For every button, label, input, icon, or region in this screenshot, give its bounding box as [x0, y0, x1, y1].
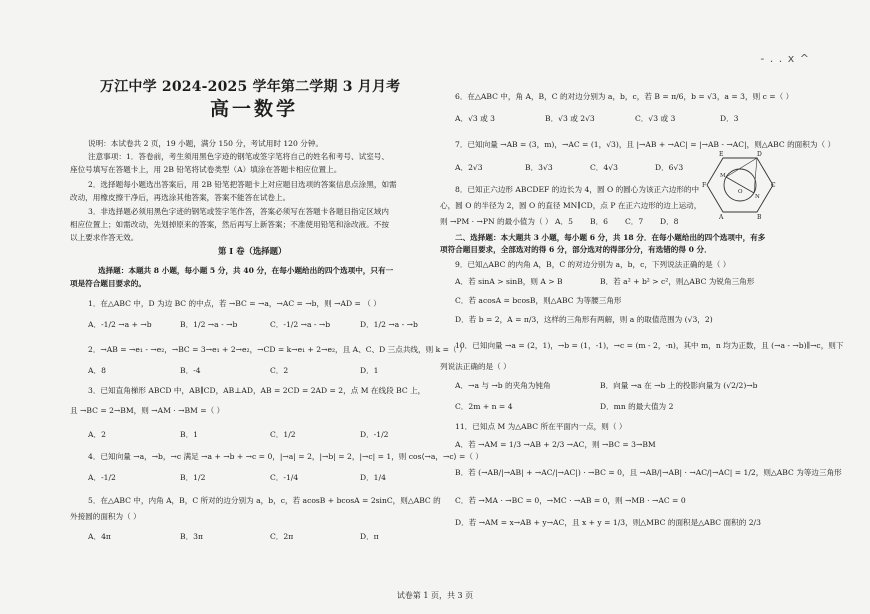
- question-stem: 1．在△ABC 中，D 为边 BC 的中点，若 →BC = →a，→AC = →b，则 →AD = （ ）: [88, 299, 381, 308]
- question-stem-cont: 列说法正确的是（ ）: [440, 362, 511, 371]
- hex-label: C: [771, 182, 776, 189]
- question-stem-cont: 则 →PM · →PN 的最小值为（ ）: [440, 217, 553, 226]
- question-stem-cont: 且 →BC = 2→BM，则 →AM · →BM =（ ）: [70, 406, 225, 415]
- section2-intro: 项符合题目要求，全部选对的得 6 分，部分选对的得部分分，有选错的得 0 分．: [440, 245, 712, 254]
- option-d[interactable]: D．-1/2: [360, 430, 389, 439]
- option-c[interactable]: C．若 →MA · →BC = 0，→MC · →AB = 0，则 →MB · →AC = 0: [455, 496, 686, 505]
- hex-label: E: [719, 151, 724, 158]
- question-stem-cont: 心，圆 O 的半径为 2，圆 O 的直径 MN∥CD，点 P 在正六边形的边上运动，: [440, 201, 702, 210]
- hex-label: A: [719, 214, 724, 221]
- question-stem: 11．已知点 M 为△ABC 所在平面内一点，则（ ）: [455, 422, 627, 431]
- option-a[interactable]: A．→a 与 →b 的夹角为钝角: [455, 381, 551, 390]
- option-d[interactable]: D．若 b = 2，A = π/3，这样的三角形有两解，则 a 的取值范围为 (√3，2): [455, 315, 713, 324]
- option-c[interactable]: C．-1/4: [270, 473, 299, 482]
- window-controls-icon[interactable]: - . . x ^: [760, 52, 810, 65]
- question-stem: 3．已知直角梯形 ABCD 中，AB∥CD，AB⊥AD，AB = 2CD = 2AD = 2，点 M 在线段 BC 上，: [88, 386, 426, 395]
- option-c[interactable]: C．若 acosA = bcosB，则△ABC 为等腰三角形: [455, 296, 622, 305]
- question-stem-cont: 外接圆的面积为（ ）: [70, 512, 141, 521]
- hex-label: O: [738, 189, 743, 195]
- option-d[interactable]: D．π: [360, 532, 379, 541]
- question-stem: 10．已知向量 →a = (2，1)，→b = (1，-1)，→c = (m - 2，-n)，其中 m，n 均为正数，且 (→a - →b)∥→c，则下: [455, 341, 844, 350]
- option-a[interactable]: A．4π: [88, 532, 111, 541]
- option-a[interactable]: A．√3 或 3: [455, 114, 496, 123]
- option-a[interactable]: A．-1/2: [88, 473, 116, 482]
- instruction-line: 座位号填写在答题卡上，用 2B 铅笔将试卷类型（A）填涂在答题卡相应位置上。: [70, 165, 342, 174]
- option-a[interactable]: A．8: [88, 366, 106, 375]
- question-stem: 5．在△ABC 中，内角 A，B，C 所对的边分别为 a，b，c，若 acosB + bcosA = 2sinC，则△ABC 的: [88, 496, 441, 505]
- page-footer: 试卷第 1 页，共 3 页: [396, 591, 474, 600]
- instruction-line: 2．选择题每小题选出答案后，用 2B 铅笔把答题卡上对应题目选项的答案信息点涂黑，如需: [88, 180, 397, 189]
- option-d[interactable]: D．8: [660, 217, 679, 226]
- section1-intro: 选择题：本题共 8 小题，每小题 5 分，共 40 分，在每小题给出的四个选项中，只有一: [98, 266, 394, 275]
- option-c[interactable]: C．√3 或 3: [635, 114, 676, 123]
- question-stem: 8．已知正六边形 ABCDEF 的边长为 4，圆 O 的圆心为该正六边形的中: [455, 185, 700, 194]
- option-a[interactable]: A．若 sinA > sinB，则 A > B: [455, 277, 563, 286]
- option-b[interactable]: B．向量 →a 在 →b 上的投影向量为 (√2/2)→b: [600, 381, 758, 390]
- exam-title: 万江中学 2024-2025 学年第二学期 3 月月考: [100, 79, 401, 95]
- option-c[interactable]: C．2: [270, 366, 289, 375]
- option-d[interactable]: D．3: [720, 114, 739, 123]
- question-stem: 4．已知向量 →a，→b，→c 满足 →a + →b + →c = 0，|→a| = 2，|→b| = 2，|→c| = 1，则 cos⟨→a，→c⟩ =（ ）: [88, 452, 483, 461]
- instruction-line: 说明：本试卷共 2 页，19 小题，满分 150 分，考试用时 120 分钟。: [88, 139, 324, 148]
- instruction-line: 注意事项：1．答卷前，考生须用黑色字迹的钢笔或签字笔将自己的姓名和考号、试室号、: [88, 152, 389, 161]
- option-c[interactable]: C．7: [625, 217, 644, 226]
- option-a[interactable]: A．2√3: [455, 163, 483, 172]
- section1-intro: 项是符合题目要求的。: [70, 279, 146, 288]
- hex-label: N: [755, 194, 760, 200]
- option-b[interactable]: B．1/2 →a - →b: [180, 320, 238, 329]
- option-d[interactable]: D．若 →AM = x→AB + y→AC，且 x + y = 1/3，则△MBC 的面积是△ABC 面积的 2/3: [455, 518, 761, 527]
- option-d[interactable]: D．1/4: [360, 473, 386, 482]
- section1-heading: 第 I 卷（选择题）: [218, 246, 287, 256]
- hex-label: M: [720, 173, 726, 179]
- option-b[interactable]: B．-4: [180, 366, 201, 375]
- option-d[interactable]: D．1/2 →a - →b: [360, 320, 418, 329]
- instruction-line: 以上要求作答无效。: [70, 233, 139, 242]
- option-c[interactable]: C．4√3: [590, 163, 618, 172]
- option-b[interactable]: B．3√3: [525, 163, 553, 172]
- option-b[interactable]: B．若 a² + b² > c²，则△ABC 为锐角三角形: [600, 277, 755, 286]
- question-stem: 6．在△ABC 中，角 A，B，C 的对边分别为 a，b，c，若 B = π/6，b = √3，a = 3，则 c =（ ）: [455, 92, 794, 101]
- option-c[interactable]: C．2π: [270, 532, 294, 541]
- option-c[interactable]: C．-1/2 →a - →b: [270, 320, 331, 329]
- question-stem: 7．已知向量 →AB = (3，m)，→AC = (1，√3)，且 |→AB + →AC| = |→AB - →AC|，则△ABC 的面积为（ ）: [455, 140, 836, 149]
- option-b[interactable]: B．若 (→AB/|→AB| + →AC/|→AC|) · →BC = 0，且 →AB/|→AB| · →AC/|→AC| = 1/2，则△ABC 为等边三角形: [455, 468, 842, 477]
- option-b[interactable]: B．1: [180, 430, 199, 439]
- exam-subject: 高一数学: [210, 98, 299, 120]
- option-b[interactable]: B．6: [590, 217, 609, 226]
- hexagon-circle-figure: [702, 150, 776, 221]
- option-b[interactable]: B．3π: [180, 532, 203, 541]
- option-a[interactable]: A．-1/2 →a + →b: [88, 320, 152, 329]
- option-d[interactable]: D．6√3: [655, 163, 684, 172]
- option-b[interactable]: B．1/2: [180, 473, 206, 482]
- instruction-line: 相应位置上；如需改动，先划掉原来的答案，然后再写上新答案；不准使用铅笔和涂改液。不按: [70, 220, 389, 229]
- option-c[interactable]: C．2m + n = 4: [455, 402, 513, 411]
- question-stem: 2．→AB = →e₁ - →e₂，→BC = 3→e₁ + 2→e₂，→CD = k→e₁ + 2→e₂，且 A、C、D 三点共线，则 k =（ ）: [88, 345, 467, 354]
- hex-label: B: [757, 214, 762, 221]
- instruction-line: 3．非选择题必须用黑色字迹的钢笔或签字笔作答，答案必须写在答题卡各题目指定区域内: [88, 207, 389, 216]
- instruction-line: 改动，用橡皮擦干净后，再选涂其他答案，答案不能答在试卷上。: [70, 193, 291, 202]
- option-b[interactable]: B．√3 或 2√3: [545, 114, 595, 123]
- option-d[interactable]: D．mn 的最大值为 2: [600, 402, 674, 411]
- question-stem: 9．已知△ABC 的内角 A，B，C 的对边分别为 a，b，c，下列说法正确的是（ ）: [455, 260, 731, 269]
- option-a[interactable]: A．2: [88, 430, 106, 439]
- section2-intro: 二、选择题：本大题共 3 小题，每小题 6 分，共 18 分．在每小题给出的四个选项中，有多: [455, 233, 766, 242]
- option-c[interactable]: C．1/2: [270, 430, 296, 439]
- hex-label: D: [757, 151, 762, 158]
- option-a[interactable]: A．5: [555, 217, 573, 226]
- option-a[interactable]: A．若 →AM = 1/3 →AB + 2/3 →AC，则 →BC = 3→BM: [455, 440, 656, 449]
- hex-label: F: [702, 182, 707, 189]
- option-d[interactable]: D．1: [360, 366, 379, 375]
